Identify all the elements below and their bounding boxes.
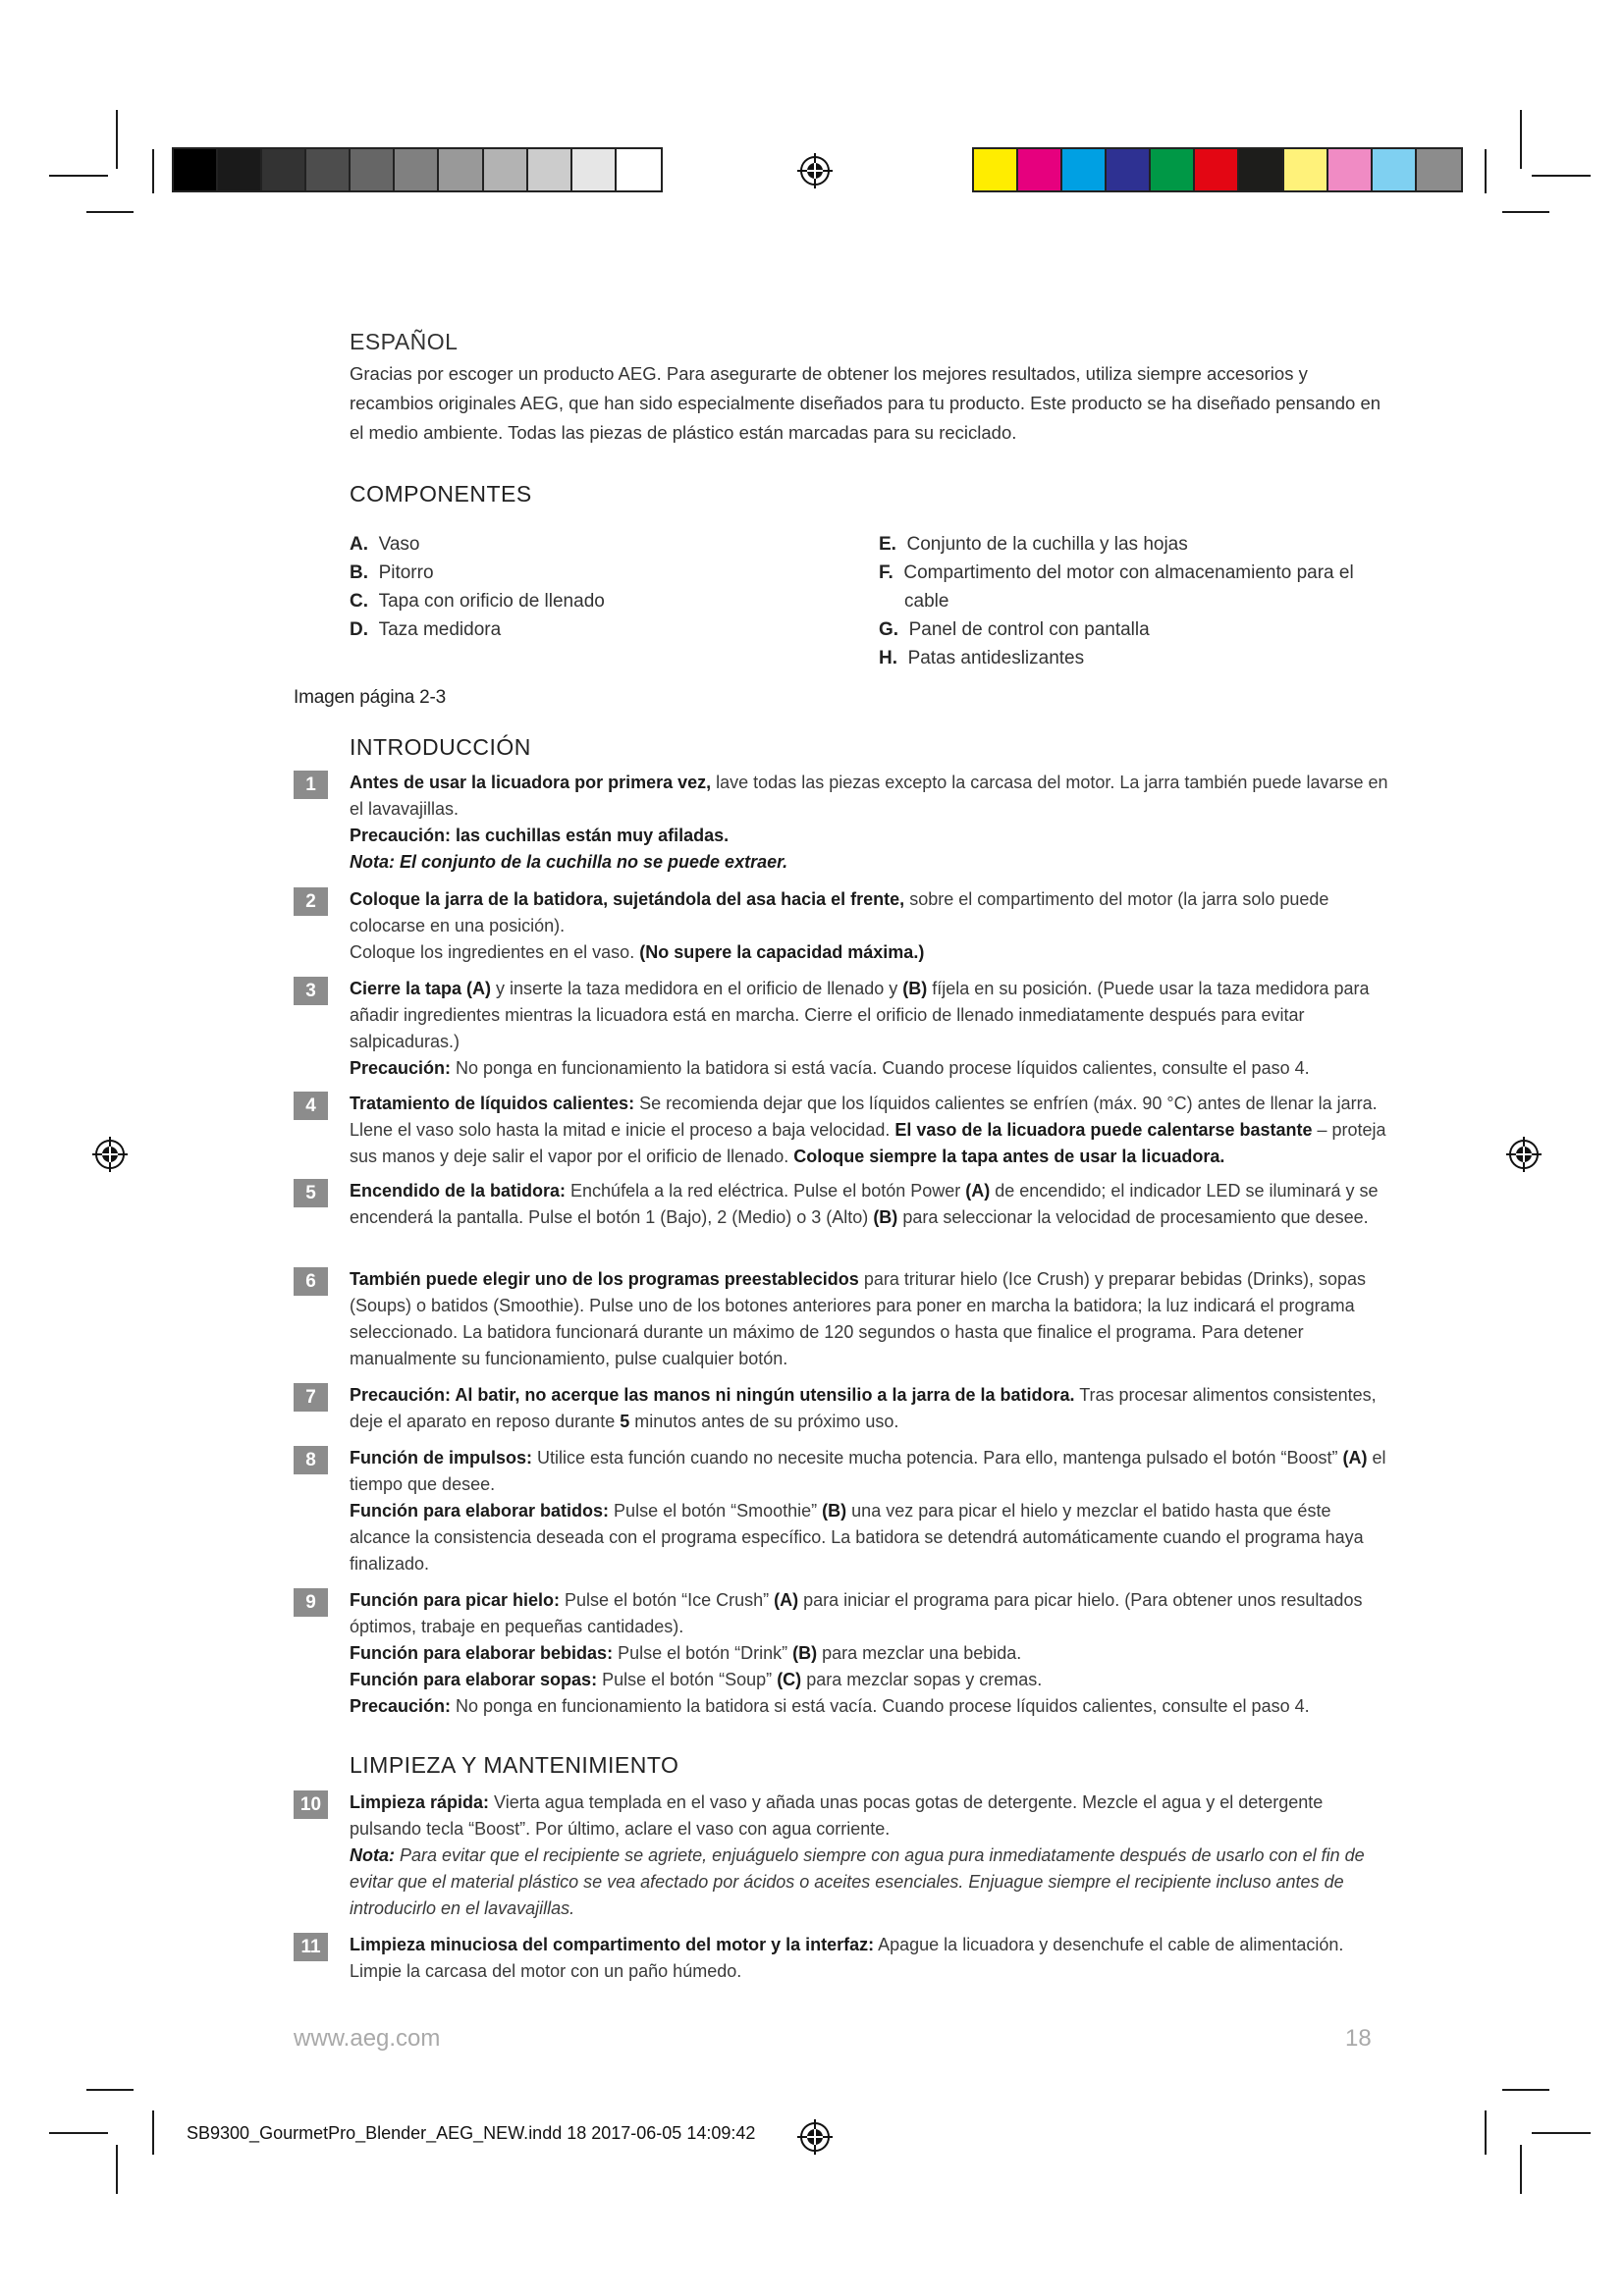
- component-item: B. Pitorro: [350, 562, 434, 583]
- step-8: 8 Función de impulsos: Utilice esta función cuando no necesite mucha potencia. Para ello, mantenga pulsado el botón “Boost” (A) el tiempo que desee. Función para elaborar batidos: Pulse el botón “Smoothie” (B) una vez para picar el hielo y mezclar el batido hasta que éste alcance la consistencia deseada con el programa específico. La batidora se detendrá automáticamente cuando el programa haya finalizado.: [294, 1445, 1393, 1577]
- footer-url: www.aeg.com: [294, 2025, 441, 2052]
- color-swatch: [1239, 149, 1283, 190]
- color-swatch: [1284, 149, 1328, 190]
- color-swatch: [395, 149, 439, 190]
- color-swatch: [1107, 149, 1151, 190]
- cmyk-color-bar: [972, 147, 1463, 192]
- color-swatch: [439, 149, 483, 190]
- step-number-badge: 11: [294, 1933, 328, 1961]
- crop-mark: [1485, 2110, 1487, 2155]
- crop-mark: [1520, 2145, 1522, 2194]
- color-swatch: [306, 149, 351, 190]
- color-swatch: [1373, 149, 1417, 190]
- step-3: 3 Cierre la tapa (A) y inserte la taza medidora en el orificio de llenado y (B) fíjela en su posición. (Puede usar la taza medidora para añadir ingredientes mientras la licuadora está en marcha. Cierre el orificio de llenado inmediatamente después para evitar salpicaduras.) Precaución: No ponga en funcionamiento la batidora si está vacía. Cuando procese líquidos calientes, consulte el paso 4.: [294, 976, 1393, 1082]
- step-10: 10 Limpieza rápida: Vierta agua templada en el vaso y añada unas pocas gotas de detergente. Mezcle el agua y el detergente pulsando tecla “Boost”. Por último, aclare el vaso con agua corriente. Nota: Para evitar que el recipiente se agriete, enjuáguelo siempre con agua pura inmediatamente después de usarlo con el fin de evitar que el material plástico se vea afectado por ácidos o aceites esenciales. Enjuague siempre el recipiente incluso antes de introducirlo en el lavavajillas.: [294, 1789, 1393, 1922]
- color-swatch: [1062, 149, 1107, 190]
- step-1: 1 Antes de usar la licuadora por primera vez, lave todas las piezas excepto la carcasa del motor. La jarra también puede lavarse en el lavavajillas. Precaución: las cuchillas están muy afiladas. Nota: El conjunto de la cuchilla no se puede extraer.: [294, 770, 1393, 876]
- component-item: H. Patas antideslizantes: [879, 648, 1085, 668]
- registration-mark-icon: [795, 2117, 835, 2157]
- crop-mark: [86, 2089, 134, 2091]
- crop-mark: [152, 149, 154, 193]
- step-number-badge: 7: [294, 1383, 328, 1412]
- component-item: A. Vaso: [350, 534, 420, 555]
- crop-mark: [86, 211, 134, 213]
- print-slug: SB9300_GourmetPro_Blender_AEG_NEW.indd 18 2017-06-05 14:09:42: [187, 2123, 756, 2143]
- component-item: G. Panel de control con pantalla: [879, 619, 1150, 640]
- step-number-badge: 5: [294, 1179, 328, 1207]
- crop-mark: [152, 2110, 154, 2155]
- color-swatch: [174, 149, 218, 190]
- crop-mark: [49, 2132, 108, 2134]
- components-title: COMPONENTES: [350, 481, 532, 507]
- crop-mark: [1502, 211, 1549, 213]
- page-number: 18: [1345, 2025, 1372, 2052]
- step-number-badge: 9: [294, 1588, 328, 1617]
- crop-mark: [116, 110, 118, 169]
- step-4: 4 Tratamiento de líquidos calientes: Se recomienda dejar que los líquidos calientes se enfríen (máx. 90 °C) antes de llenar la jarra. Llene el vaso solo hasta la mitad e inicie el proceso a baja velocidad. El vaso de la licuadora puede calentarse bastante – proteja sus manos y deje salir el vapor por el orificio de llenado. Coloque siempre la tapa antes de usar la licuadora.: [294, 1091, 1393, 1170]
- introduction-title: INTRODUCCIÓN: [350, 734, 531, 760]
- color-swatch: [484, 149, 528, 190]
- color-swatch: [218, 149, 262, 190]
- color-swatch: [617, 149, 661, 190]
- crop-mark: [1502, 2089, 1549, 2091]
- component-item: E. Conjunto de la cuchilla y las hojas: [879, 534, 1188, 555]
- step-7: 7 Precaución: Al batir, no acerque las manos ni ningún utensilio a la jarra de la batidora. Tras procesar alimentos consistentes, deje el aparato en reposo durante 5 minutos antes de su próximo uso.: [294, 1382, 1393, 1435]
- color-swatch: [1151, 149, 1195, 190]
- step-number-badge: 8: [294, 1446, 328, 1474]
- step-number-badge: 4: [294, 1092, 328, 1120]
- step-number-badge: 2: [294, 887, 328, 916]
- component-item: F. Compartimento del motor con almacenamiento para el cable: [879, 562, 1354, 612]
- step-2: 2 Coloque la jarra de la batidora, sujetándola del asa hacia el frente, sobre el compartimento del motor (la jarra solo puede colocarse en una posición). Coloque los ingredientes en el vaso. (No supere la capacidad máxima.): [294, 886, 1393, 966]
- component-item: D. Taza medidora: [350, 619, 502, 640]
- crop-mark: [1520, 110, 1522, 169]
- color-swatch: [1195, 149, 1239, 190]
- step-number-badge: 3: [294, 977, 328, 1005]
- step-9: 9 Función para picar hielo: Pulse el botón “Ice Crush” (A) para iniciar el programa para picar hielo. (Para obtener unos resultados óptimos, trabaje en pequeñas cantidades). Función para elaborar bebidas: Pulse el botón “Drink” (B) para mezclar una bebida. Función para elaborar sopas: Pulse el botón “Soup” (C) para mezclar sopas y cremas. Precaución: No ponga en funcionamiento la batidora si está vacía. Cuando procese líquidos calientes, consulte el paso 4.: [294, 1587, 1393, 1720]
- step-11: 11 Limpieza minuciosa del compartimento del motor y la interfaz: Apague la licuadora y desenchufe el cable de alimentación. Limpie la carcasa del motor con un paño húmedo.: [294, 1932, 1393, 1985]
- color-swatch: [1018, 149, 1062, 190]
- color-swatch: [351, 149, 395, 190]
- registration-mark-icon: [90, 1135, 130, 1174]
- grayscale-color-bar: [172, 147, 663, 192]
- crop-mark: [1532, 2132, 1591, 2134]
- color-swatch: [572, 149, 617, 190]
- cleaning-title: LIMPIEZA Y MANTENIMIENTO: [350, 1752, 679, 1778]
- color-swatch: [1417, 149, 1461, 190]
- step-6: 6 También puede elegir uno de los programas preestablecidos para triturar hielo (Ice Crush) y preparar bebidas (Drinks), sopas (Soups) o batidos (Smoothie). Pulse uno de los botones anteriores para poner en marcha la batidora; la luz indicará el programa seleccionado. La batidora funcionará durante un máximo de 120 segundos o hasta que finalice el programa. Para detener manualmente su funcionamiento, pulse cualquier botón.: [294, 1266, 1393, 1372]
- component-item: C. Tapa con orificio de llenado: [350, 591, 605, 612]
- registration-mark-icon: [795, 151, 835, 190]
- crop-mark: [49, 175, 108, 177]
- color-swatch: [528, 149, 572, 190]
- section-title: ESPAÑOL: [350, 329, 459, 354]
- crop-mark: [116, 2145, 118, 2194]
- step-number-badge: 10: [294, 1790, 328, 1819]
- components-list-left: [350, 530, 840, 644]
- crop-mark: [1485, 149, 1487, 193]
- step-number-badge: 1: [294, 771, 328, 799]
- color-swatch: [262, 149, 306, 190]
- registration-mark-icon: [1504, 1135, 1543, 1174]
- crop-mark: [1532, 175, 1591, 177]
- color-swatch: [1328, 149, 1373, 190]
- image-page-reference: Imagen página 2-3: [294, 687, 447, 708]
- step-5: 5 Encendido de la batidora: Enchúfela a la red eléctrica. Pulse el botón Power (A) de encendido; el indicador LED se iluminará y se encenderá la pantalla. Pulse el botón 1 (Bajo), 2 (Medio) o 3 (Alto) (B) para seleccionar la velocidad de procesamiento que desee.: [294, 1178, 1393, 1231]
- intro-section: [350, 329, 1390, 448]
- step-number-badge: 6: [294, 1267, 328, 1296]
- color-swatch: [974, 149, 1018, 190]
- components-list-right: [879, 530, 1389, 672]
- intro-paragraph: Gracias por escoger un producto AEG. Para asegurarte de obtener los mejores resultados, utiliza siempre accesorios y recambios originales AEG, que han sido especialmente diseñados para tu producto. Este producto se ha diseñado pensando en el medio ambiente. Todas las piezas de plástico están marcadas para su reciclado.: [350, 363, 1381, 443]
